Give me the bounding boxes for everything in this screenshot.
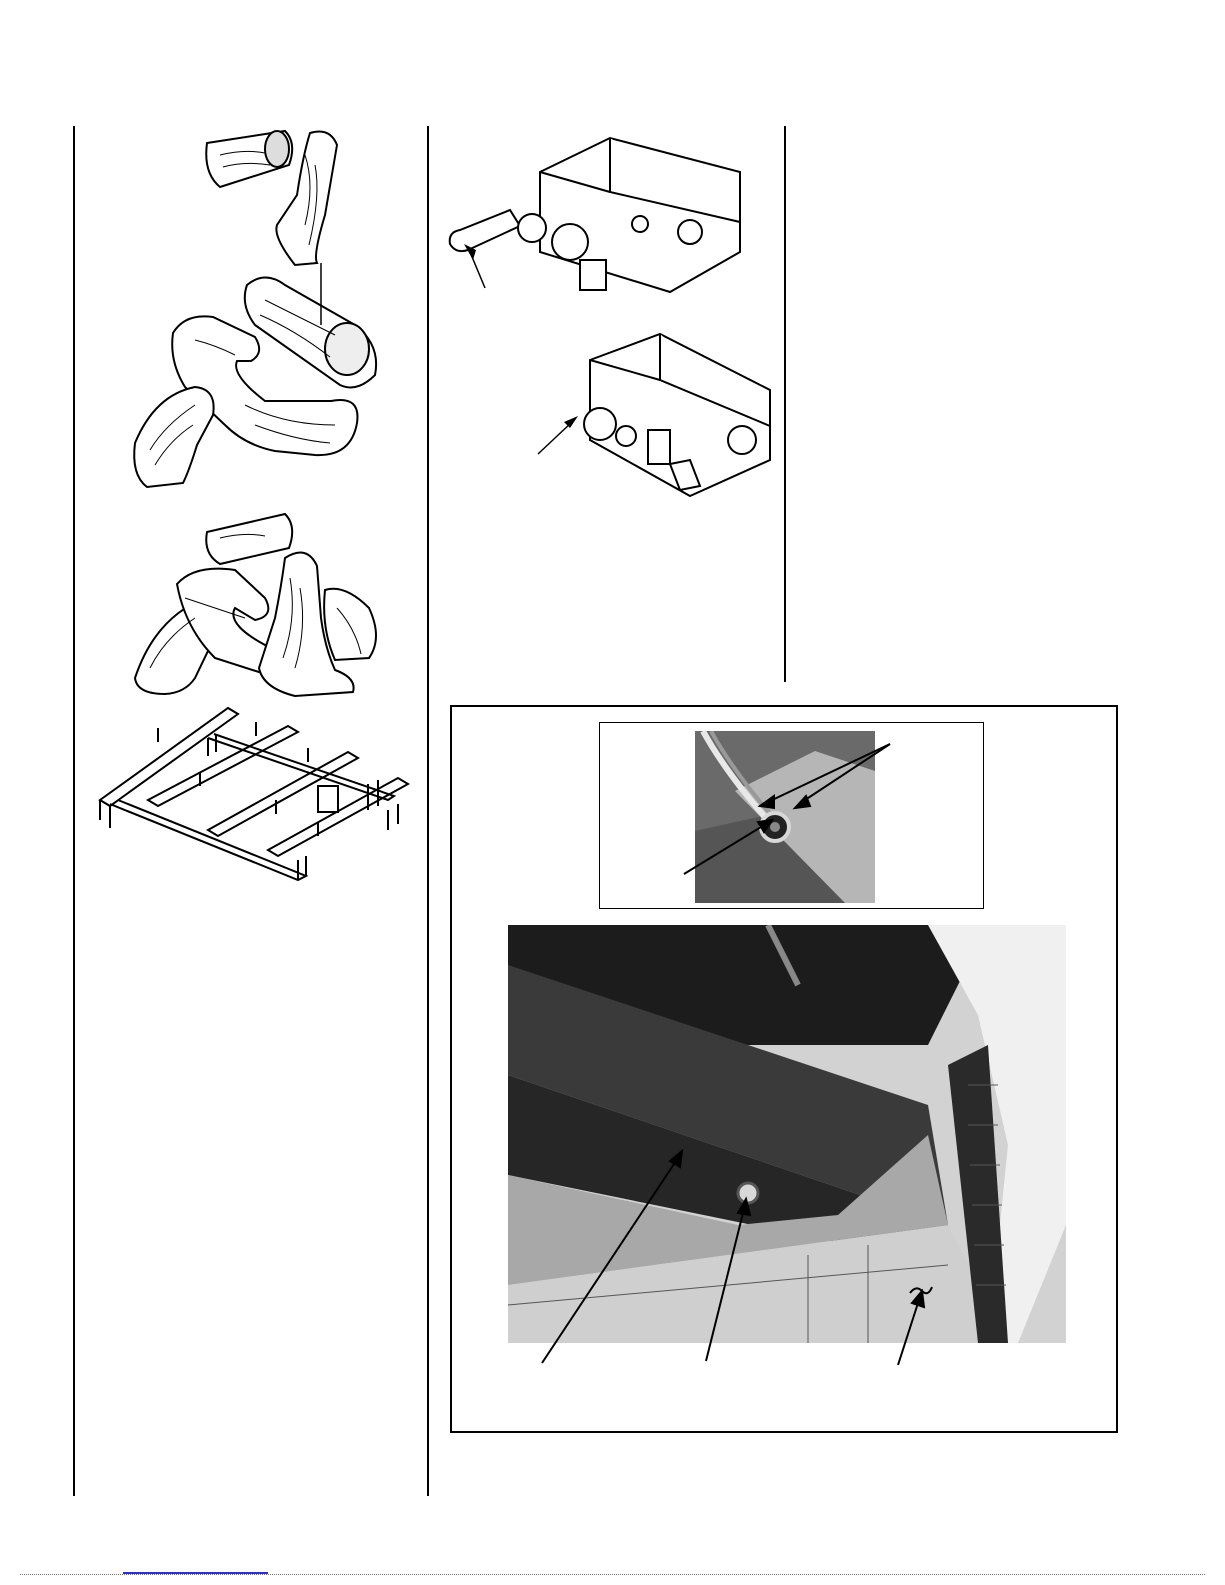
gas-valve-top-icon — [440, 132, 760, 302]
footer-dotted-rule — [20, 1574, 1205, 1575]
gas-valve-bottom-icon — [530, 330, 780, 500]
assembled-log-set-icon — [125, 508, 395, 703]
exploded-log-set-icon — [125, 125, 395, 490]
main-photo-arrows — [508, 925, 1066, 1365]
right-column-rule — [784, 126, 786, 682]
footer-link-underline[interactable] — [123, 1572, 268, 1574]
inset-arrows — [600, 722, 984, 908]
middle-column-rule — [427, 126, 429, 1496]
log-grate-icon — [88, 700, 418, 890]
left-column-rule — [73, 126, 75, 1496]
